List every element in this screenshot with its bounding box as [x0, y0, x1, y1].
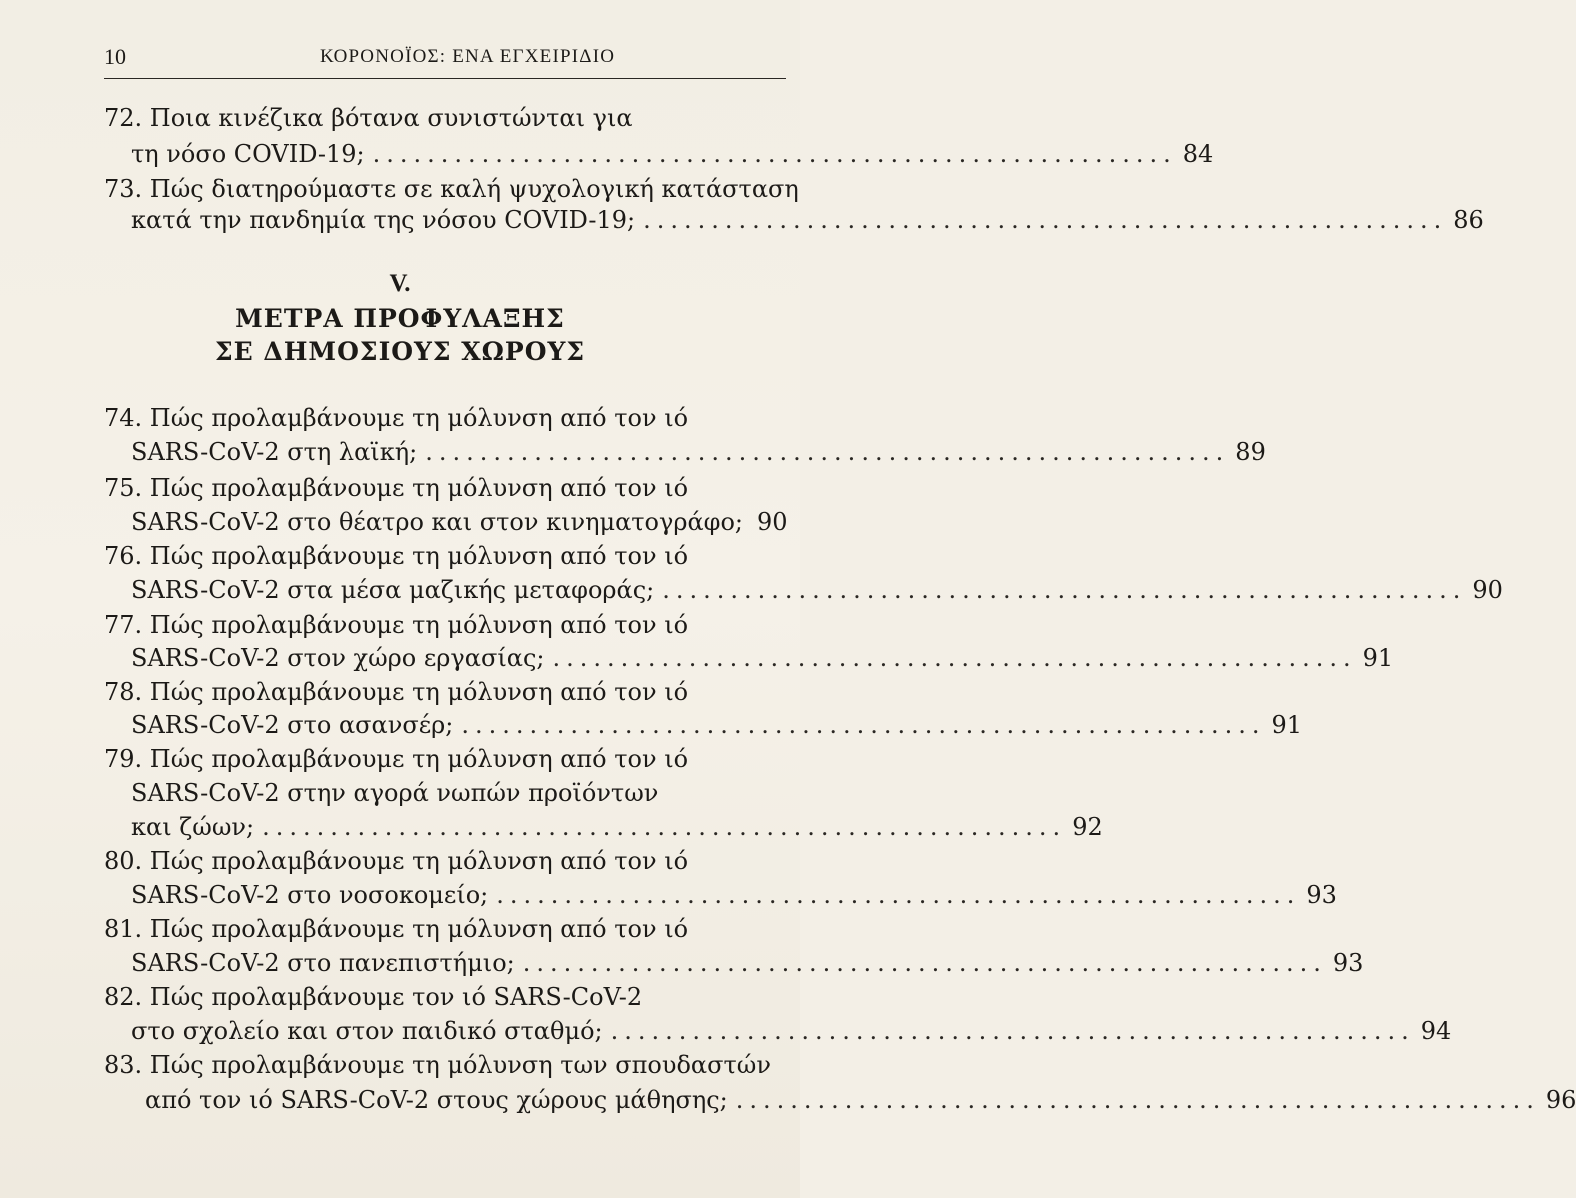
toc-entry-text: στο σχολείο και στον παιδικό σταθμό; — [131, 1017, 603, 1045]
toc-entry-text: SARS-CoV-2 στο νοσοκομείο; — [131, 881, 489, 909]
section-number: V. — [389, 270, 411, 297]
dot-leader: ........................................................... — [372, 140, 1177, 168]
dot-leader: ........................................................... — [610, 1017, 1415, 1045]
toc-page-number: 90 — [1472, 576, 1503, 604]
toc-entry-80-line2[interactable] — [131, 878, 1337, 912]
toc-entry-text: από τον ιό SARS-CoV-2 στους χώρους μάθησης; — [145, 1086, 728, 1114]
toc-entry-79-line3[interactable] — [131, 810, 1103, 844]
toc-entry-text: κατά την πανδημία της νόσου COVID-19; — [131, 206, 636, 234]
toc-entry-81-line1: 81. Πώς προλαμβάνουμε τη μόλυνση από τον ιό — [104, 915, 689, 943]
dot-leader: ........................................................... — [643, 206, 1448, 234]
toc-entry-73-line2[interactable] — [131, 203, 1484, 237]
toc-entry-79-line2: SARS-CoV-2 στην αγορά νωπών προϊόντων — [131, 779, 659, 807]
toc-entry-72-line1: 72. Ποια κινέζικα βότανα συνιστώνται για — [104, 104, 633, 132]
toc-page-number: 89 — [1235, 438, 1266, 466]
dot-leader: ........................................................... — [425, 438, 1230, 466]
toc-entry-73-line1: 73. Πώς διατηρούμαστε σε καλή ψυχολογική κατάσταση — [104, 175, 799, 203]
dot-leader: ........................................................... — [522, 949, 1327, 977]
toc-entry-text: και ζώων; — [131, 813, 255, 841]
dot-leader: ........................................................... — [735, 1086, 1540, 1114]
toc-page-number: 84 — [1182, 140, 1214, 168]
toc-entry-78-line2[interactable] — [131, 708, 1303, 742]
toc-entry-77-line2[interactable] — [131, 641, 1394, 675]
toc-entry-75-line2[interactable] — [131, 505, 786, 539]
toc-page-number: 93 — [1332, 949, 1364, 977]
toc-page-number: 96 — [1545, 1086, 1576, 1114]
toc-page-number: 91 — [1271, 711, 1303, 739]
toc-entry-74-line2[interactable] — [131, 435, 1266, 469]
toc-page-number: 86 — [1453, 206, 1484, 234]
dot-leader: ........................................................... — [461, 711, 1266, 739]
page-header — [104, 44, 786, 79]
toc-entry-79-line1: 79. Πώς προλαμβάνουμε τη μόλυνση από τον ιό — [104, 745, 689, 773]
page-number: 10 — [104, 44, 126, 69]
toc-entry-83-line1: 83. Πώς προλαμβάνουμε τη μόλυνση των σπουδαστών — [104, 1051, 771, 1079]
toc-page-number: 94 — [1420, 1017, 1452, 1045]
toc-entry-80-line1: 80. Πώς προλαμβάνουμε τη μόλυνση από τον ιό — [104, 847, 689, 875]
running-title: ΚΟΡΟΝΟΪΟΣ: ΕΝΑ ΕΓΧΕΙΡΙΔΙΟ — [320, 46, 616, 67]
toc-entry-83-line2[interactable] — [145, 1083, 1576, 1117]
toc-entry-82-line1: 82. Πώς προλαμβάνουμε τον ιό SARS-CoV-2 — [104, 983, 643, 1011]
toc-entry-75-line1: 75. Πώς προλαμβάνουμε τη μόλυνση από τον ιό — [104, 474, 689, 502]
toc-entry-72-line2[interactable] — [131, 137, 1214, 171]
section-title-line2: ΣΕ ΔΗΜΟΣΙΟΥΣ ΧΩΡΟΥΣ — [214, 337, 586, 366]
toc-entry-text: SARS-CoV-2 στη λαϊκή; — [131, 438, 418, 466]
dot-leader: ........................................................... — [262, 813, 1067, 841]
toc-entry-text: SARS-CoV-2 στο πανεπιστήμιο; — [131, 949, 515, 977]
dot-leader: ........................................................... — [552, 644, 1357, 672]
toc-entry-77-line1: 77. Πώς προλαμβάνουμε τη μόλυνση από τον ιό — [104, 611, 689, 639]
toc-entry-82-line2[interactable] — [131, 1014, 1452, 1048]
toc-entry-text: τη νόσο COVID-19; — [131, 140, 365, 168]
toc-page-number: 91 — [1362, 644, 1394, 672]
toc-entry-74-line1: 74. Πώς προλαμβάνουμε τη μόλυνση από τον ιό — [104, 404, 689, 432]
toc-entry-76-line1: 76. Πώς προλαμβάνουμε τη μόλυνση από τον ιό — [104, 542, 689, 570]
toc-page-number: 93 — [1306, 881, 1337, 909]
toc-page-number: 90 — [757, 508, 788, 536]
toc-entry-text: SARS-CoV-2 στα μέσα μαζικής μεταφοράς; — [131, 576, 655, 604]
toc-entry-text: SARS-CoV-2 στο θέατρο και στον κινηματογράφο; — [131, 508, 743, 536]
toc-entry-81-line2[interactable] — [131, 946, 1364, 980]
toc-entry-text: SARS-CoV-2 στο ασανσέρ; — [131, 711, 454, 739]
toc-entry-76-line2[interactable] — [131, 573, 1503, 607]
section-title-line1: ΜΕΤΡΑ ΠΡΟΦΥΛΑΞΗΣ — [235, 304, 565, 333]
dot-leader: ........................................................... — [662, 576, 1467, 604]
toc-entry-text: SARS-CoV-2 στον χώρο εργασίας; — [131, 644, 545, 672]
dot-leader: ........................................................... — [496, 881, 1301, 909]
toc-entry-78-line1: 78. Πώς προλαμβάνουμε τη μόλυνση από τον ιό — [104, 678, 689, 706]
toc-page-number: 92 — [1072, 813, 1103, 841]
